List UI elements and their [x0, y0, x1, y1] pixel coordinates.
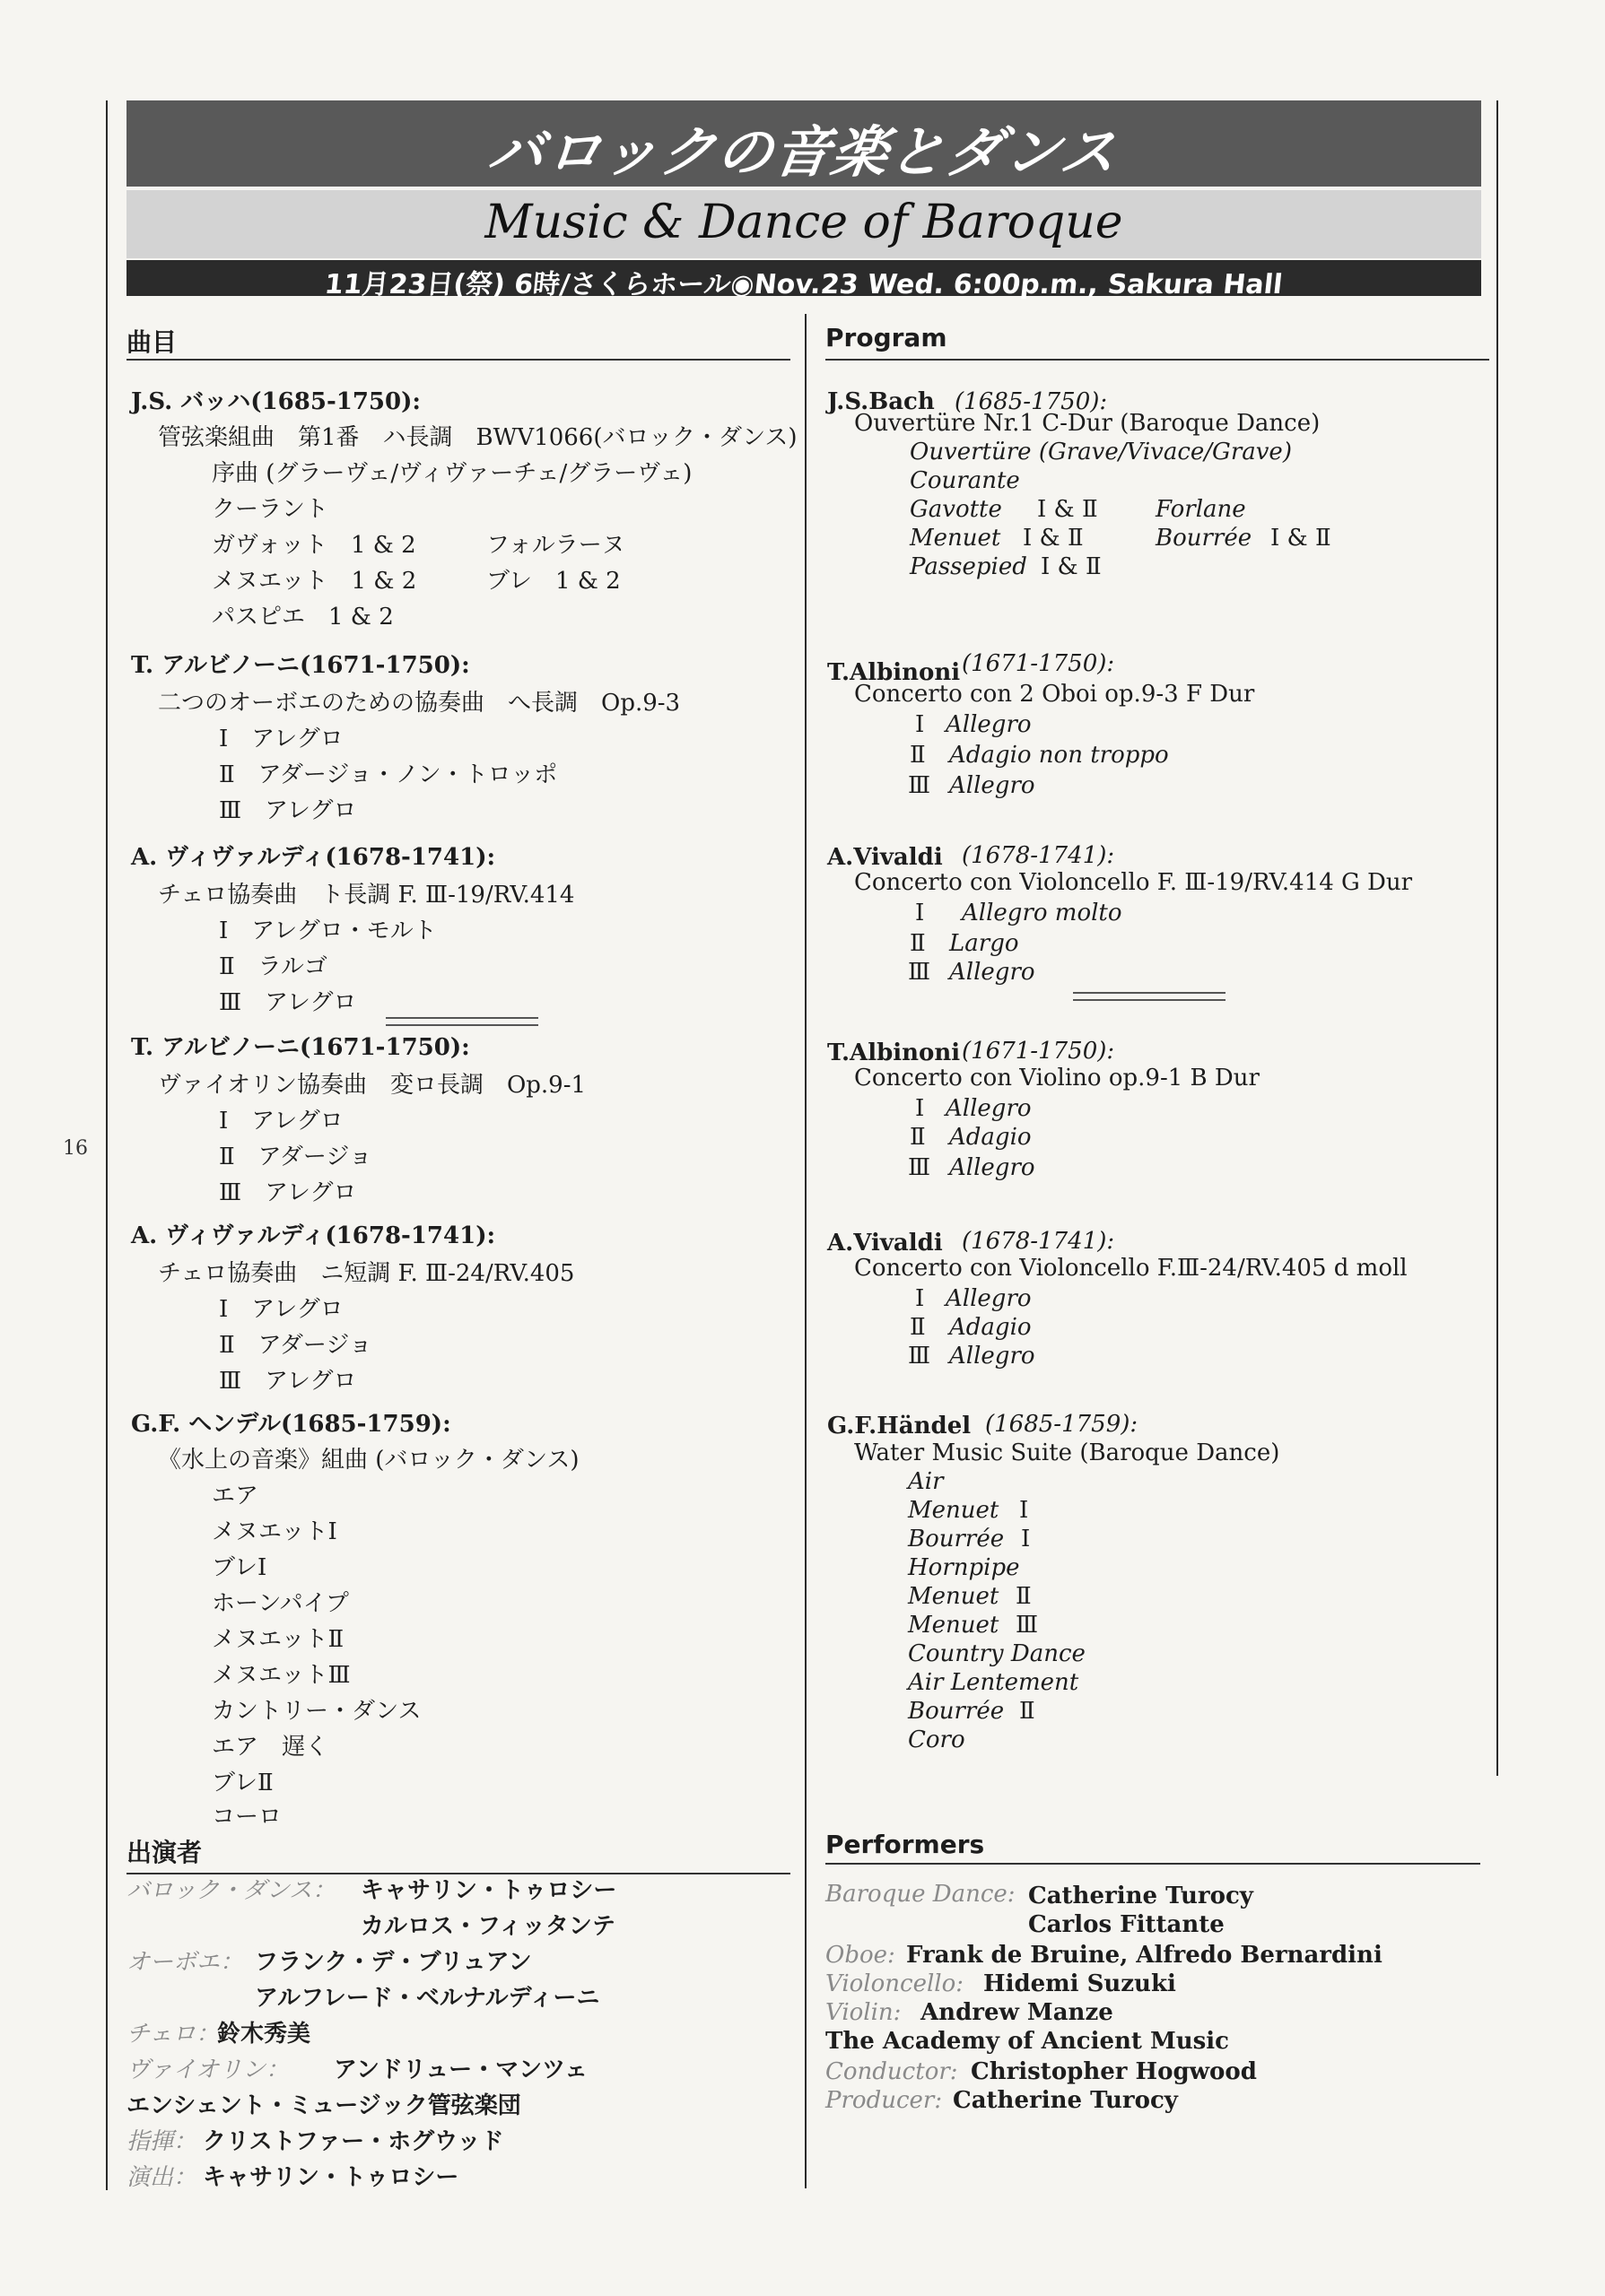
composer-dates: (1685-1750): — [955, 388, 1108, 415]
performer-name: 鈴木秀美 — [217, 2021, 311, 2048]
movement-line: Ⅲ アレグロ — [219, 1179, 357, 1206]
movement-name: Adagio — [949, 1124, 1032, 1151]
performer-role: Conductor: — [825, 2058, 958, 2085]
movement-line: Country Dance — [908, 1640, 1086, 1667]
movement-line: メヌエット 1 & 2 — [212, 568, 417, 595]
left-frame-rule — [106, 100, 108, 2190]
movement-number: Ⅲ — [908, 1343, 931, 1370]
title-banner — [126, 100, 1481, 300]
movement-number: Ⅲ — [908, 959, 931, 986]
performer-name: クリストファー・ホグウッド — [203, 2128, 504, 2155]
performer-name: Andrew Manze — [920, 1999, 1113, 2026]
movement-line: メヌエットⅢ — [212, 1662, 351, 1689]
composer-dates: (1671-1750): — [962, 650, 1115, 677]
performer-name: アンドリュー・マンツェ — [334, 2057, 589, 2083]
performer-name: エンシェント・ミュージック管弦楽団 — [126, 2092, 521, 2119]
movement-line: ガヴォット 1 & 2 — [212, 532, 416, 559]
movement-number: Ⅱ — [1016, 1583, 1032, 1610]
movement-number: Ⅰ — [915, 711, 925, 738]
movement-line: Hornpipe — [908, 1554, 1020, 1581]
movement-name: Adagio — [949, 1314, 1032, 1341]
work-title: チェロ協奏曲 ニ短調 F. Ⅲ-24/RV.405 — [158, 1260, 575, 1287]
performers-heading-jp: 出演者 — [126, 1833, 790, 1874]
work-title: Concerto con Violoncello F. Ⅲ-19/RV.414 G Dur — [854, 869, 1413, 896]
composer-name: J.S.Bach — [827, 388, 935, 415]
movement-name: Allegro — [949, 772, 1035, 799]
movement-name: Gavotte — [910, 496, 1002, 523]
movement-number: Ⅱ — [910, 1124, 926, 1151]
movement-line: Ⅲ アレグロ — [219, 989, 357, 1016]
movement-name: Allegro — [946, 711, 1032, 738]
performer-name: The Academy of Ancient Music — [825, 2028, 1229, 2055]
movement-name: Menuet — [908, 1497, 999, 1524]
performer-name: Hidemi Suzuki — [983, 1970, 1176, 1997]
performers-heading-en: Performers — [825, 1830, 1480, 1865]
movement-name: Allegro — [949, 1154, 1035, 1181]
banner-date-band — [126, 260, 1481, 300]
performer-name: Catherine Turocy — [1028, 1883, 1253, 1909]
movement-line: Ⅱ アダージョ — [219, 1332, 372, 1359]
movement-name: Passepied — [910, 553, 1027, 580]
composer-name: A.Vivaldi — [827, 1230, 943, 1257]
composer-line: A. ヴィヴァルディ(1678-1741): — [131, 844, 496, 871]
work-title: Concerto con 2 Oboi op.9-3 F Dur — [854, 681, 1255, 708]
work-title: Concerto con Violino op.9-1 B Dur — [854, 1065, 1260, 1091]
movement-name: Largo — [949, 930, 1019, 957]
performer-role: オーボエ： — [126, 1949, 244, 1976]
composer-line: T. アルビノーニ(1671-1750): — [131, 652, 470, 679]
performer-role: 演出： — [126, 2164, 197, 2191]
movement-name: Allegro — [946, 1285, 1032, 1312]
performer-name: カルロス・フィッタンテ — [361, 1913, 615, 1940]
movement-number: Ⅱ — [1019, 1698, 1035, 1725]
movement-number: Ⅱ — [910, 930, 926, 957]
composer-dates: (1678-1741): — [962, 842, 1115, 869]
composer-name: G.F.Händel — [827, 1413, 972, 1439]
movement-number: Ⅰ — [1019, 1497, 1029, 1524]
performer-role: Violin: — [825, 1999, 902, 2026]
movement-line: メヌエットⅠ — [212, 1518, 337, 1545]
english-program-column — [825, 323, 1489, 361]
movement-number: Ⅱ — [910, 1314, 926, 1341]
banner-japanese-band — [126, 100, 1481, 187]
movement-line: コーロ — [212, 1804, 283, 1831]
performer-name: キャサリン・トゥロシー — [203, 2164, 459, 2191]
movement-number: Ⅰ — [915, 900, 925, 926]
movement-line: Ⅲ アレグロ — [219, 1368, 357, 1395]
movement-number: Ⅲ — [1016, 1612, 1039, 1639]
work-title: 二つのオーボエのための協奏曲 へ長調 Op.9-3 — [158, 690, 681, 717]
movement-line: ブレ 1 & 2 — [486, 568, 621, 595]
movement-line: Ⅰ アレグロ — [219, 1296, 344, 1323]
movement-line: Courante — [910, 467, 1020, 494]
movement-line: エア 遅く — [212, 1734, 329, 1761]
date-venue-line: 11月23日(祭) 6時/さくらホール◉Nov.23 Wed. 6:00p.m., Sakura Hall — [323, 269, 1285, 300]
movement-line: Ⅰ アレグロ・モルト — [219, 918, 437, 944]
movement-line: Air Lentement — [908, 1669, 1079, 1696]
performer-name: フランク・デ・ブリュアン — [255, 1949, 532, 1976]
performer-role: Oboe: — [825, 1942, 895, 1969]
performer-name: Carlos Fittante — [1028, 1911, 1225, 1938]
movement-number: Ⅰ & Ⅱ — [1037, 496, 1098, 523]
performer-name: キャサリン・トゥロシー — [361, 1877, 617, 1904]
movement-line: ホーンパイプ — [212, 1590, 349, 1617]
japanese-program-column — [126, 323, 790, 361]
movement-name: Bourrée — [908, 1526, 1005, 1552]
work-title: Water Music Suite (Baroque Dance) — [854, 1439, 1280, 1466]
movement-line: Ⅱ ラルゴ — [219, 953, 327, 980]
performer-role: Producer: — [825, 2087, 943, 2114]
movement-number: Ⅰ — [1021, 1526, 1031, 1552]
movement-line: ブレⅠ — [212, 1554, 267, 1581]
composer-line: J.S. バッハ(1685-1750): — [131, 388, 422, 415]
movement-name: Bourrée — [908, 1698, 1005, 1725]
movement-number: Ⅲ — [908, 1154, 931, 1181]
movement-name: Menuet — [908, 1612, 999, 1639]
title-japanese: バロックの音楽とダンス — [484, 119, 1123, 185]
work-title: 管弦楽組曲 第1番 ハ長調 BWV1066(バロック・ダンス) — [158, 424, 798, 451]
movement-line: パスピエ 1 & 2 — [212, 604, 394, 631]
movement-line: Ⅱ アダージョ — [219, 1144, 372, 1170]
performer-name: Frank de Bruine, Alfredo Bernardini — [906, 1942, 1383, 1969]
performer-role: バロック・ダンス： — [126, 1877, 336, 1904]
movement-line: カントリー・ダンス — [212, 1698, 422, 1725]
performer-role: チェロ： — [126, 2021, 220, 2048]
movement-line: メヌエットⅡ — [212, 1626, 345, 1653]
banner-english-band — [126, 190, 1481, 258]
movement-name: Forlane — [1156, 496, 1246, 523]
movement-line: Ⅲ アレグロ — [219, 797, 357, 824]
performer-role: ヴァイオリン： — [126, 2057, 289, 2083]
work-title: 《水上の音楽》組曲 (バロック・ダンス) — [158, 1447, 580, 1474]
movement-name: Allegro — [949, 1343, 1035, 1370]
composer-dates: (1685-1759): — [985, 1411, 1138, 1438]
work-title: Concerto con Violoncello F.Ⅲ-24/RV.405 d moll — [854, 1255, 1408, 1282]
movement-line: Ⅰ アレグロ — [219, 726, 344, 752]
movement-name: Adagio non troppo — [949, 742, 1169, 769]
program-heading-jp: 曲目 — [126, 323, 790, 361]
movement-line: Coro — [908, 1726, 965, 1753]
composer-name: T.Albinoni — [827, 1039, 961, 1066]
performer-name: アルフレード・ベルナルディーニ — [255, 1985, 600, 2012]
movement-line: Ⅱ アダージョ・ノン・トロッポ — [219, 761, 558, 788]
right-frame-rule — [1496, 100, 1498, 1776]
work-title: Ouvertüre Nr.1 C-Dur (Baroque Dance) — [854, 410, 1321, 437]
movement-number: Ⅰ — [915, 1095, 925, 1122]
composer-name: T.Albinoni — [827, 659, 961, 686]
performer-role: 指揮： — [126, 2128, 197, 2155]
movement-line: ブレⅡ — [212, 1770, 274, 1796]
center-column-rule — [805, 314, 807, 2188]
performer-name: Christopher Hogwood — [971, 2058, 1257, 2085]
program-heading-en: Program — [825, 323, 1489, 361]
movement-name: Allegro — [946, 1095, 1032, 1122]
intermission-divider — [1073, 992, 1226, 1001]
work-title: チェロ協奏曲 ト長調 F. Ⅲ-19/RV.414 — [158, 882, 575, 909]
composer-line: G.F. ヘンデル(1685-1759): — [131, 1411, 451, 1438]
composer-dates: (1671-1750): — [962, 1038, 1115, 1065]
page-number: 16 — [63, 1137, 88, 1160]
movement-line: Air — [908, 1468, 944, 1495]
performer-role: Baroque Dance: — [825, 1881, 1016, 1908]
movement-name: Menuet — [908, 1583, 999, 1610]
composer-name: A.Vivaldi — [827, 844, 943, 871]
movement-name: Menuet — [910, 525, 1001, 552]
movement-line: エア — [212, 1483, 259, 1509]
title-english: Music & Dance of Baroque — [484, 196, 1123, 249]
movement-name: Allegro molto — [962, 900, 1122, 926]
movement-line: フォルラーヌ — [486, 532, 625, 559]
movement-line: クーラント — [212, 496, 329, 523]
performer-name: Catherine Turocy — [953, 2087, 1178, 2114]
movement-line: Ouvertüre (Grave/Vivace/Grave) — [910, 439, 1292, 465]
movement-name: Bourrée — [1156, 525, 1252, 552]
performer-role: Violoncello: — [825, 1970, 964, 1997]
movement-number: Ⅱ — [910, 742, 926, 769]
composer-dates: (1678-1741): — [962, 1228, 1115, 1255]
composer-line: A. ヴィヴァルディ(1678-1741): — [131, 1222, 496, 1249]
intermission-divider — [386, 1017, 538, 1026]
movement-name: Allegro — [949, 959, 1035, 986]
work-title: ヴァイオリン協奏曲 変ロ長調 Op.9-1 — [158, 1072, 587, 1099]
movement-number: Ⅰ — [915, 1285, 925, 1312]
movement-line: Ⅰ アレグロ — [219, 1108, 344, 1135]
movement-line: 序曲 (グラーヴェ/ヴィヴァーチェ/グラーヴェ) — [212, 460, 693, 487]
movement-number: Ⅲ — [908, 772, 931, 799]
movement-number: Ⅰ & Ⅱ — [1270, 525, 1331, 552]
composer-line: T. アルビノーニ(1671-1750): — [131, 1034, 470, 1061]
movement-number: Ⅰ & Ⅱ — [1023, 525, 1084, 552]
movement-number: Ⅰ & Ⅱ — [1041, 553, 1102, 580]
